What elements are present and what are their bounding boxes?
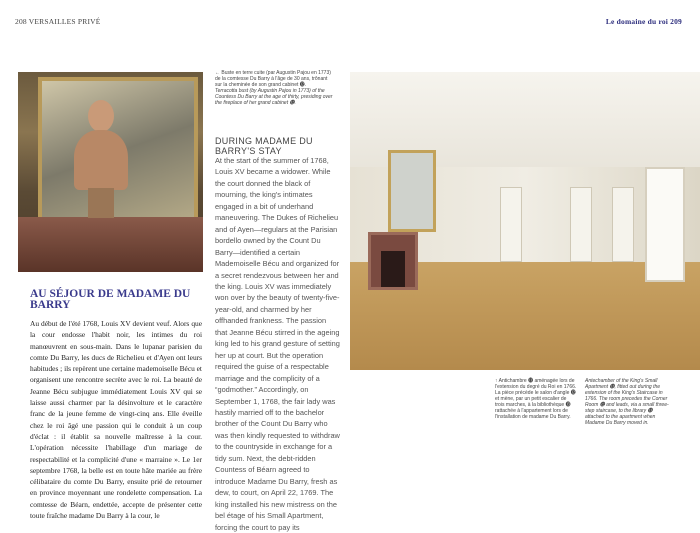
antechamber-caption-fr: ↑ Antichambre ⓫ aménagée lors de l'extension du degré du Roi en 1766. La pièce précède le salon d'angle ⓬ et mène, par un petit escalier de trois marches, à la bibliothèque ⓭ rattachée à l'appartement lors de l'installation de madame Du Barry. <box>495 378 577 420</box>
antechamber-photo <box>350 72 700 370</box>
page-header-left: 208 VERSAILLES PRIVÉ <box>15 17 101 26</box>
caption-en: Terracotta bust (by Augustin Pajou in 1773) of the Countess Du Barry at the age of thirty, presiding over the fireplace of her grand cabinet ⓬. <box>215 88 333 106</box>
bust-caption <box>215 70 335 106</box>
marble-mantel <box>18 217 203 272</box>
bust-photo <box>18 72 203 272</box>
window <box>645 167 685 282</box>
terracotta-bust <box>70 100 130 220</box>
article-title-fr: AU SÉJOUR DE MADAME DU BARRY <box>30 288 191 311</box>
article-title-en: DURING MADAME DU BARRY'S STAY <box>215 136 313 156</box>
antechamber-caption-en: Antechamber of the King's Small Apartment ⓫, fitted out during the extension of the King's Staircase in 1766. The room precedes the Corner Room ⓬ and leads, via a small three-step staircase, to the library ⓭ attached to the apartment when Madame Du Barry moved in. <box>585 378 669 426</box>
article-body-fr: Au début de l'été 1768, Louis XV devient veuf. Alors que la cour endosse l'habit noir, les intimes du roi manœuvrent en sous-main. Dans le lupanar parisien du comte Du Barry, les ducs de Richelieu et d'Ayen ont leurs habitudes ; ils repèrent une certaine mademoiselle Bécu et organisent une rencontre secrète avec le roi. La beauté de Jeanne Bécu subjugue immédiatement Louis XV qui se laisse aussi charmer par la désinvolture et le caractère franc de la jeune femme de vingt-cinq ans. Elle éveille chez le roi âgé une passion qui le conduit à un coup d'éclat : il établit sa nouvelle maîtresse à la cour. L'opération nécessite l'habillage d'un mariage de respectabilité et la complicité d'une « marraine ». Le 1er septembre 1768, la belle est en toute hâte mariée au frère célibataire du comte Du Barry, ensuite prié de retourner en province moyennant une rondelette compensation. La comtesse de Béarn, endettée, accepte de présenter cette toute fraîche madame Du Barry à la cour, le <box>30 319 202 521</box>
page-header-right: Le domaine du roi 209 <box>605 17 682 26</box>
fireplace <box>368 232 418 290</box>
caption-fr: ← Buste en terre cuite (par Augustin Pajou en 1773) de la comtesse Du Barry à l'âge de 30 ans, trônant sur la cheminée de son grand cabinet ⓬. <box>215 70 331 88</box>
mirror <box>388 150 436 232</box>
article-body-en: At the start of the summer of 1768, Louis XV became a widower. While the court donned the black of mourning, the king's intimates engaged in a bit of underhand maneuvering. The Dukes of Richelieu and of Ayen—regulars at the Parisian bordello owned by the Count Du Barry—identified a certain Mademoiselle Bécu and organized for a secret rendezvous between her and the king. Louis XV was immediately won over by the beauty of twenty-five-year-old, and charmed by her offhanded frankness. The passion that Jeanne Bécu stirred in the ageing king led to his grand gesture of setting her up at court. But the operation required the guise of a respectable marriage and the complicity of a “godmother.” Accordingly, on September 1, 1768, the fair lady was hastily married off to the bachelor brother of the Count Du Barry who was then kindly requested to withdraw to the countryside in exchange for a tidy sum. Next, the debt-ridden Countess of Béarn agreed to introduce Madame Du Barry, fresh as dew, to court, on April 22, 1769. The king installed his new mistress on the bel étage of his Small Apartment, forcing the court to pay its <box>215 156 340 532</box>
